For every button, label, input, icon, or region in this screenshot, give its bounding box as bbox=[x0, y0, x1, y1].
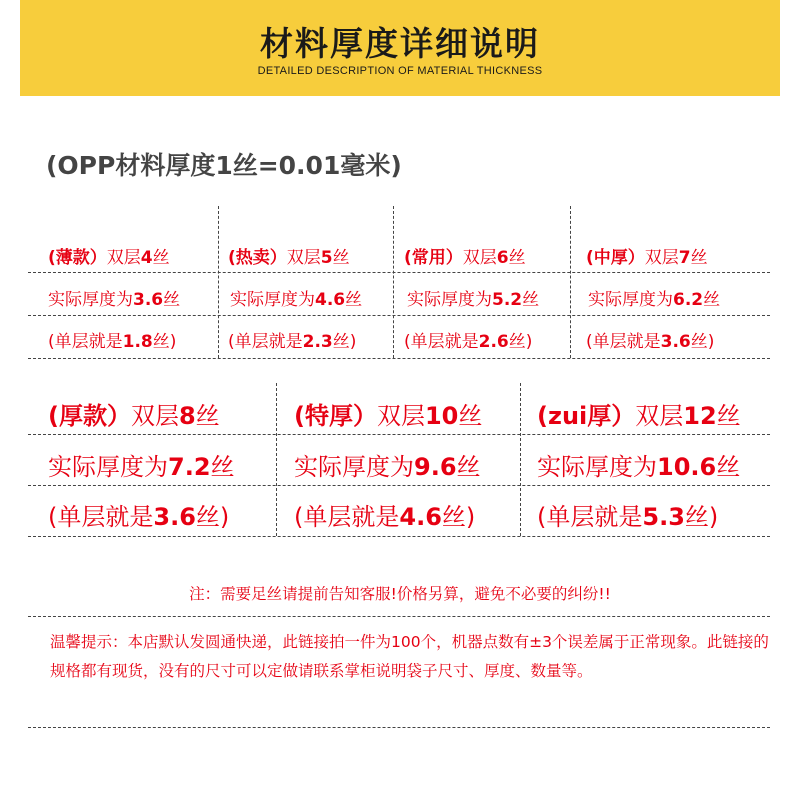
table-cell-actual: 实际厚度为4.6丝 bbox=[230, 290, 363, 310]
table-cell-single: (单层就是3.6丝) bbox=[586, 332, 715, 352]
table-cell-actual: 实际厚度为5.2丝 bbox=[407, 290, 540, 310]
table-cell-single: (单层就是4.6丝) bbox=[294, 503, 476, 531]
page-subtitle: DETAILED DESCRIPTION OF MATERIAL THICKNESS bbox=[257, 65, 543, 77]
table-cell-single: (单层就是2.3丝) bbox=[228, 332, 357, 352]
table-line bbox=[28, 315, 770, 316]
table-cell-single: (单层就是3.6丝) bbox=[48, 503, 230, 531]
page-title: 材料厚度详细说明 bbox=[260, 24, 540, 63]
table-line bbox=[570, 206, 571, 358]
table-line bbox=[393, 206, 394, 358]
table-line bbox=[520, 383, 521, 536]
table-cell-single: (单层就是1.8丝) bbox=[48, 332, 177, 352]
thickness-note: 注：需要足丝请提前告知客服!价格另算，避免不必要的纠纷!! bbox=[189, 585, 611, 603]
table-line bbox=[218, 206, 219, 358]
table-cell-actual: 实际厚度为7.2丝 bbox=[48, 453, 235, 481]
table-line bbox=[28, 536, 770, 537]
table-cell-single: (单层就是5.3丝) bbox=[537, 503, 719, 531]
table-cell-double: (热卖）双层5丝 bbox=[228, 248, 350, 268]
table-cell-double: (zui厚）双层12丝 bbox=[537, 402, 741, 430]
table-cell-double: (中厚）双层7丝 bbox=[586, 248, 708, 268]
divider bbox=[28, 727, 770, 728]
table-cell-actual: 实际厚度为3.6丝 bbox=[48, 290, 181, 310]
table-cell-actual: 实际厚度为9.6丝 bbox=[294, 453, 481, 481]
table-line bbox=[28, 485, 770, 486]
thickness-definition: (OPP材料厚度1丝=0.01毫米) bbox=[46, 151, 402, 180]
table-cell-double: (薄款）双层4丝 bbox=[48, 248, 170, 268]
shop-tip: 温馨提示：本店默认发圆通快递，此链接拍一件为100个，机器点数有±3个误差属于正常现象。此链接的规格都有现货，没有的尺寸可以定做请联系掌柜说明袋子尺寸、厚度、数量等。 bbox=[50, 633, 769, 680]
table-cell-double: (厚款）双层8丝 bbox=[48, 402, 220, 430]
table-cell-actual: 实际厚度为6.2丝 bbox=[588, 290, 721, 310]
divider bbox=[28, 616, 770, 617]
table-cell-actual: 实际厚度为10.6丝 bbox=[537, 453, 741, 481]
table-cell-double: (特厚）双层10丝 bbox=[294, 402, 483, 430]
table-cell-double: (常用）双层6丝 bbox=[404, 248, 526, 268]
table-line bbox=[28, 358, 770, 359]
table-line bbox=[28, 434, 770, 435]
table-cell-single: (单层就是2.6丝) bbox=[404, 332, 533, 352]
header-banner bbox=[20, 0, 780, 96]
table-line bbox=[28, 272, 770, 273]
table-line bbox=[276, 383, 277, 536]
